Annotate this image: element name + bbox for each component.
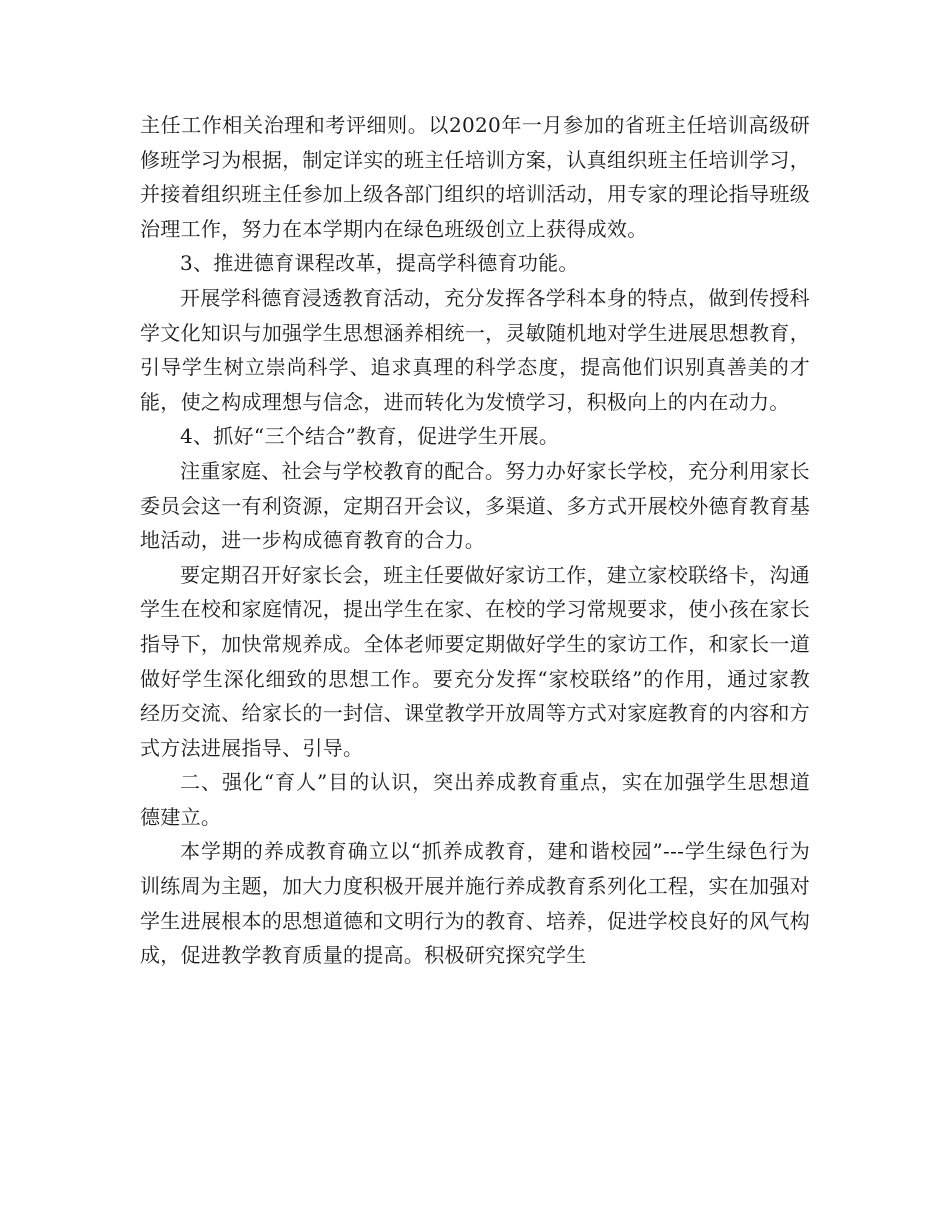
paragraph-2-heading: 3、推进德育课程改革，提高学科德育功能。 bbox=[180, 251, 579, 276]
paragraph-5: 注重家庭、社会与学校教育的配合。努力办好家长学校，充分利用家长委员会这一有利资源，定期召开会议，多渠道、多方式开展校外德育教育基地活动，进一步构成德育教育的合力。 bbox=[140, 458, 810, 553]
paragraph-1: 主任工作相关治理和考评细则。以2020年一月参加的省班主任培训高级研修班学习为根据，制定详实的班主任培训方案，认真组织班主任培训学习，并接着组织班主任参加上级各部门组织的培训活动，用专家的理论指导班级治理工作，努力在本学期内在绿色班级创立上获得成效。 bbox=[140, 113, 810, 241]
paragraph-4-heading: 4、抓好“三个结合”教育，促进学生开展。 bbox=[180, 424, 560, 449]
paragraph-6: 要定期召开好家长会，班主任要做好家访工作，建立家校联络卡，沟通学生在校和家庭情况，提出学生在家、在校的学习常规要求，使小孩在家长指导下，加快常规养成。全体老师要定期做好学生的家访工作，和家长一道做好学生深化细致的思想工作。要充分发挥“家校联络”的作用，通过家教经历交流、给家长的一封信、课堂教学开放周等方式对家庭教育的内容和方式方法进展指导、引导。 bbox=[140, 562, 810, 760]
paragraph-7-heading: 二、强化“育人”目的认识，突出养成教育重点，实在加强学生思想道德建立。 bbox=[140, 770, 810, 829]
paragraph-3: 开展学科德育浸透教育活动，充分发挥各学科本身的特点，做到传授科学文化知识与加强学生思想涵养相统一，灵敏随机地对学生进展思想教育，引导学生树立崇尚科学、追求真理的科学态度，提高他们识别真善美的才能，使之构成理想与信念，进而转化为发愤学习，积极向上的内在动力。 bbox=[140, 285, 810, 414]
paragraph-8: 本学期的养成教育确立以“抓养成教育，建和谐校园”---学生绿色行为训练周为主题，加大力度积极开展并施行养成教育系列化工程，实在加强对学生进展根本的思想道德和文明行为的教育、培养，促进学校良好的风气构成，促进教学教育质量的提高。积极研究探究学生 bbox=[140, 839, 810, 968]
